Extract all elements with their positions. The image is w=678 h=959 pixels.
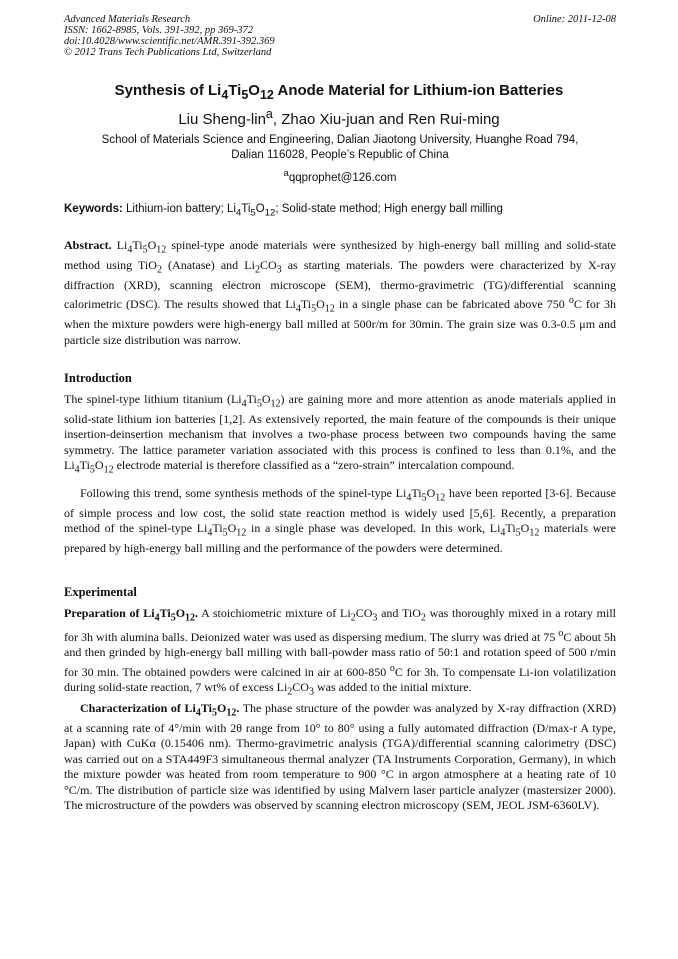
- characterization-subheading: Characterization of $Li_4Ti_5O_{12}$.: [80, 701, 240, 719]
- abstract: Abstract. $Li_4Ti_5O_{12}$ spinel-type anode materials were synthesized by high-energy ball milling and solid-state method using TiO$_2$ (Anatase) and $Li_2CO_3$ as starting materials. The powders were characterized by X-ray diffraction (XRD), scanning electron microscope (SEM), thermo-gravimetric (TG)/differential scanning calorimetric (DSC). The results showed that $Li_4Ti_5O_{12}$ in a single phase can be fabricated above 750 $^o$C for 3h when the mixture powders were high-energy ball milled at 500r/m for 30min. The grain size was 0.3-0.5 μm and particle size distribution was narrow.: [64, 238, 616, 347]
- introduction-paragraph-1: The spinel-type lithium titanium $(Li_4Ti_5O_{12})$ are gaining more and more attention as anode materials applied in solid-state lithium ion batteries [1,2]. As extensively reported, the main feature of the compounds is their unique insertion-deinsertion mechanism that involves a two-phase process between two compounds having the same symmetry. The lattice parameter variation associated with this process is confined to less than 0.1%, and the $Li_4Ti_5O_{12}$ electrode material is therefore classified as a “zero-strain” intercalation compound.: [64, 392, 616, 476]
- journal-doi: doi:10.4028/www.scientific.net/AMR.391-392.369: [64, 36, 275, 47]
- journal-copyright: © 2012 Trans Tech Publications Ltd, Switzerland: [64, 47, 272, 58]
- affiliation: School of Materials Science and Engineering, Dalian Jiaotong University, Huanghe Road 794, Dalian 116028, People’s Republic of China: [101, 134, 579, 161]
- journal-header: [64, 14, 616, 58]
- section-heading-experimental: Experimental: [64, 585, 137, 599]
- experimental-paragraph-characterization: Characterization of $Li_4Ti_5O_{12}$. The phase structure of the powder was analyzed by X-ray diffraction (XRD) at a scanning rate of 4°/min with 2θ range from 10° to 80° using a fully automated diffraction (D/max-r A type, Japan) with CuKα (0.15406 nm). Thermo-gravimetric analysis (TGA)/differential scanning calorimetry (DSC) was carried out on a STA449F3 simultaneous thermal analyzer (TA Instruments Corporation, Germany), in which the mixture powder was heated from room temperature to 900 °C in argon atmosphere at a heating rate of 10 °C/m. The distribution of particle size was identified by using Malvern laser particle analyzer (mastersizer 2000). The microstructure of the powders was observed by scanning electron microscopy (SEM, JEOL JSM-6360LV).: [64, 701, 617, 813]
- journal-name: Advanced Materials Research: [64, 14, 191, 25]
- abstract-label: Abstract.: [64, 238, 112, 252]
- author-list: Liu Sheng-lin$^a$, Zhao Xiu-juan and Ren Rui-ming: [178, 107, 500, 128]
- paper-title: Synthesis of $Li_4Ti_5O_{12}$ Anode Material for Lithium-ion Batteries: [114, 82, 564, 102]
- section-heading-introduction: Introduction: [64, 371, 132, 385]
- journal-issn: ISSN: 1662-8985, Vols. 391-392, pp 369-372: [64, 25, 253, 36]
- experimental-paragraph-preparation: Preparation of $Li_4Ti_5O_{12}$. A stoichiometric mixture of $Li_2CO_3$ and TiO$_2$ was thoroughly mixed in a rotary mill for 3h with alumina balls. Deionized water was used as dispersing medium. The slurry was dried at 75 $^o$C about 5h and then grinded by high-energy ball milling with ball-powder mass ratio of 50:1 and rotation speed of 500 r/min for 30 min. The obtained powders were calcined in air at 600-850 $^o$C for 3h. To compensate Li-ion volatilization during solid-state reaction, 7 wt% of excess $Li_2CO_3$ was added to the initial mixture.: [64, 606, 617, 698]
- preparation-subheading: Preparation of $Li_4Ti_5O_{12}$.: [64, 606, 199, 624]
- introduction-paragraph-2: Following this trend, some synthesis methods of the spinel-type $Li_4Ti_5O_{12}$ have been reported [3-6]. Because of simple process and low cost, the solid state reaction method is widely used [5,6]. Recently, a preparation method of the spinel-type $Li_4Ti_5O_{12}$ in a single phase was developed. In this work, $Li_4Ti_5O_{12}$ materials were prepared by high-energy ball milling and the performance of the powders were determined.: [64, 486, 617, 556]
- keywords: Keywords: Lithium-ion battery; $Li_4Ti_5O_{12}$; Solid-state method; High energy ball milling: [64, 203, 503, 219]
- online-date: Online: 2011-12-08: [533, 14, 616, 25]
- author-email: $^a$qqprophet@126.com: [283, 168, 397, 184]
- keywords-label: Keywords:: [64, 203, 123, 215]
